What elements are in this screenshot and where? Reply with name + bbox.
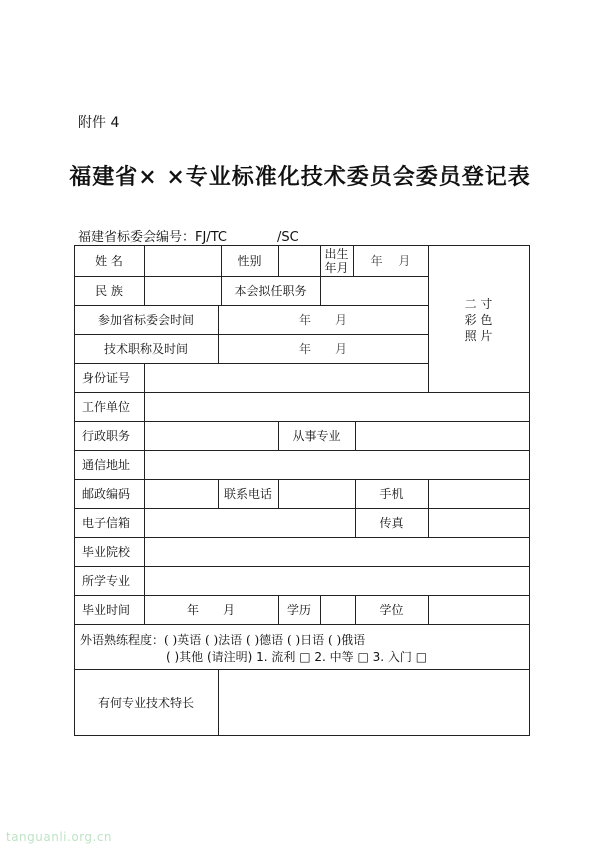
label-join-time: 参加省标委会时间 [97,313,194,327]
label-postcode: 邮政编码 [82,487,131,501]
input-ethnicity[interactable] [145,277,221,305]
label-mobile: 手机 [379,487,404,501]
input-school[interactable] [145,538,529,566]
input-mobile[interactable] [429,480,529,508]
page-title: 福建省× ×专业标准化技术委员会委员登记表 [69,164,531,190]
input-degree[interactable] [429,596,529,624]
input-expertise[interactable] [219,670,529,735]
input-name[interactable] [145,246,221,276]
input-join-time[interactable]: 年 月 [298,313,347,327]
label-degree: 学位 [379,603,404,617]
language-options-line1 [80,631,365,648]
label-grad-time: 毕业时间 [82,603,131,617]
label-address: 通信地址 [82,458,131,472]
input-title-time[interactable]: 年 月 [298,342,347,356]
label-specialty: 从事专业 [292,429,341,443]
input-birth-date[interactable]: 年 月 [370,254,411,268]
input-id-number[interactable] [145,364,428,392]
input-address[interactable] [145,451,529,479]
committee-code-suffix: /SC [276,230,299,245]
label-school: 毕业院校 [82,545,131,559]
label-employer: 工作单位 [82,400,131,414]
input-grad-time[interactable]: 年 月 [186,603,235,617]
input-admin-position[interactable] [145,422,278,450]
label-title-time: 技术职称及时间 [103,342,188,356]
label-fax: 传真 [379,516,404,530]
label-birth: 出生 年月 [324,246,349,275]
label-ethnicity: 民 族 [95,284,123,298]
input-gender[interactable] [279,246,320,276]
label-proposed-role: 本会拟任职务 [234,284,307,298]
label-name: 姓 名 [95,254,123,268]
label-id-number: 身份证号 [82,371,131,385]
label-gender: 性别 [237,254,262,268]
input-fax[interactable] [429,509,529,537]
label-major: 所学专业 [82,574,131,588]
input-education[interactable] [321,596,355,624]
input-proposed-role[interactable] [321,277,428,305]
label-education: 学历 [286,603,311,617]
input-major[interactable] [145,567,529,595]
label-expertise: 有何专业技术特长 [97,695,194,710]
watermark-text: tanguanli.org.cn [6,830,113,844]
label-phone: 联系电话 [223,487,272,501]
language-choices[interactable]: ( )英语 ( )法语 ( )德语 ( )日语 ( )俄语 [164,633,366,647]
language-options-line2[interactable]: ( )其他 (请注明) 1. 流利 □ 2. 中等 □ 3. 入门 □ [166,650,428,664]
committee-code-label: 福建省标委会编号：FJ/TC [78,230,227,245]
input-email[interactable] [145,509,355,537]
input-phone[interactable] [279,480,355,508]
attachment-label: 附件 4 [78,115,120,131]
input-employer[interactable] [145,393,529,421]
photo-placeholder[interactable]: 二 寸 彩 色 照 片 [464,297,493,343]
label-email: 电子信箱 [82,516,131,530]
label-admin-position: 行政职务 [82,429,131,443]
input-postcode[interactable] [145,480,218,508]
input-specialty[interactable] [356,422,529,450]
label-language: 外语熟练程度： [80,633,165,647]
